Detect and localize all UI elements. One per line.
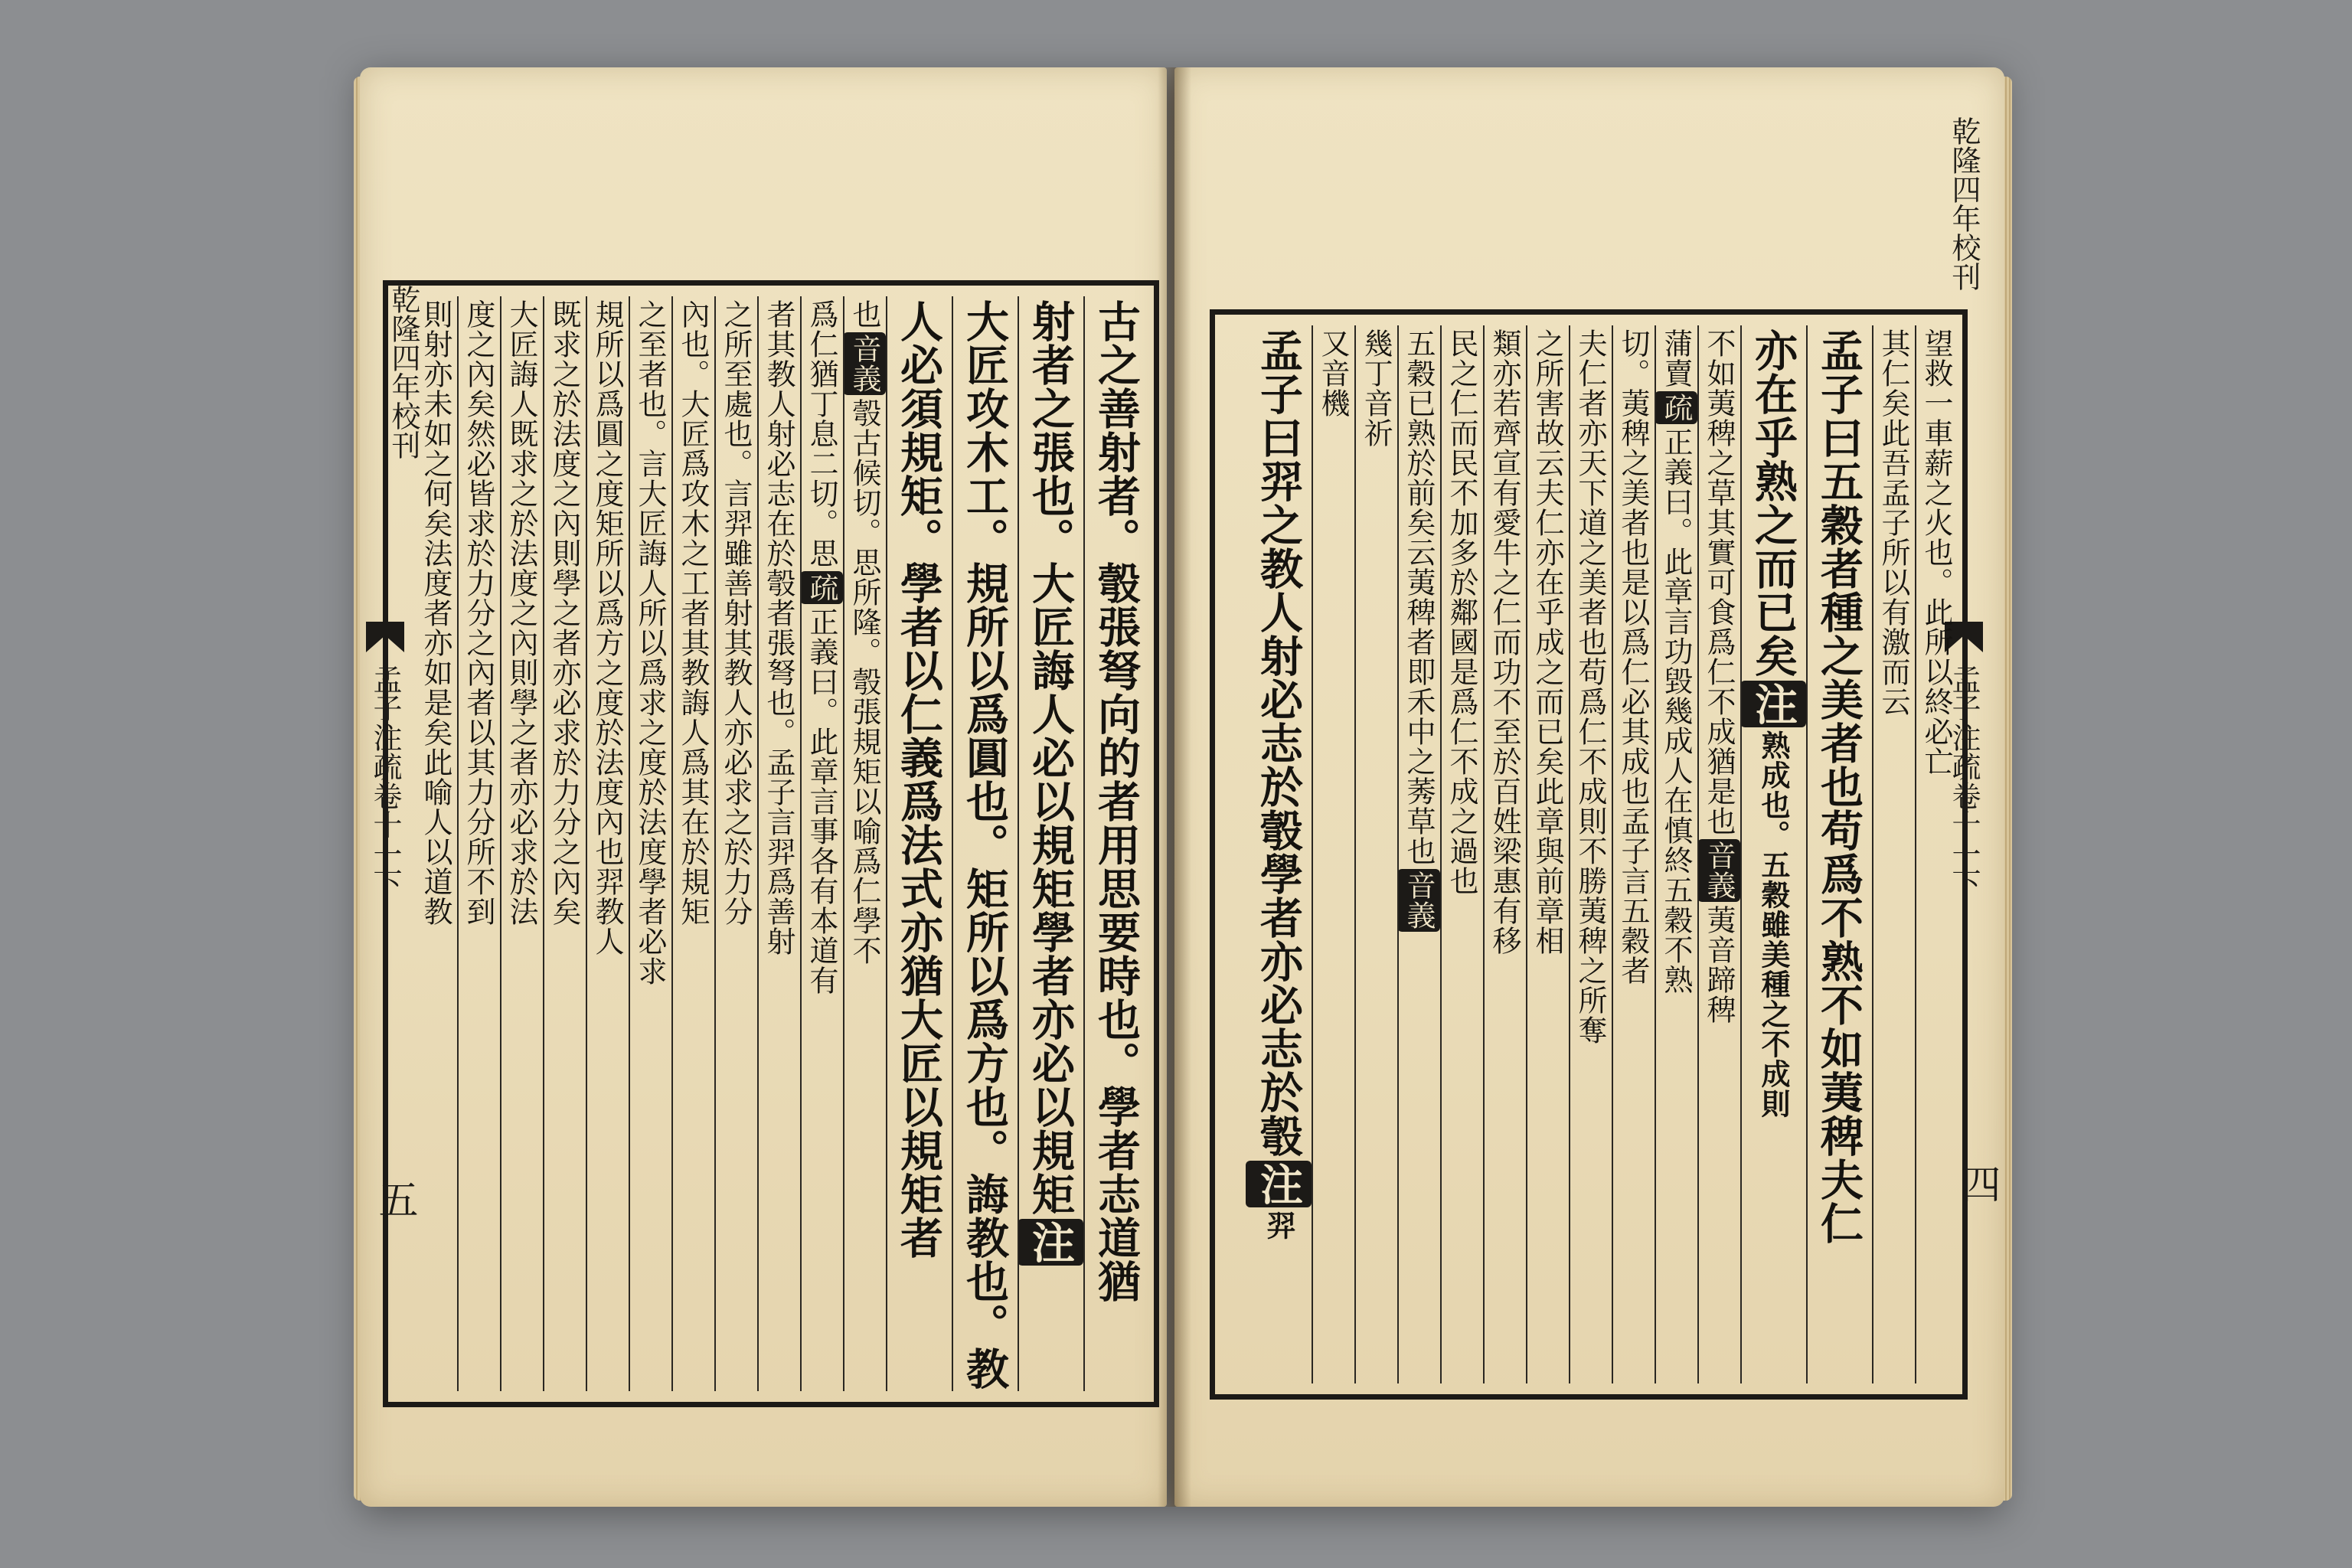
text-column (586, 296, 629, 1391)
text-column (1915, 325, 1958, 1383)
text-column (1483, 325, 1526, 1383)
right-margin-chapter: 孟子注疏卷十一下 (1947, 665, 1981, 897)
column-text: 夫仁者亦天下道之美者也苟爲仁不成則不勝荑稗之所奪 (1573, 328, 1607, 1045)
column-text-continued: 荑音蹄稗 (1702, 905, 1736, 1024)
text-column (543, 296, 586, 1391)
text-column (457, 296, 500, 1391)
column-text: 亦在乎熟之而已矣 (1748, 328, 1798, 678)
text-column (952, 296, 1018, 1391)
text-column (757, 296, 800, 1391)
column-text: 者其教人射必志在於彀者張弩也。孟子言羿爲善射 (762, 299, 795, 956)
text-column (1612, 325, 1655, 1383)
right-text-block (1210, 309, 1968, 1400)
column-text: 之至者也。言大匠誨人所以爲求之度於法度學者必求 (633, 299, 667, 986)
column-text-continued: 熟成也。五穀雖美種之不成則 (1756, 730, 1791, 1119)
column-text: 又音機 (1316, 328, 1350, 418)
text-column (1083, 296, 1149, 1391)
text-column (1312, 325, 1354, 1383)
column-text: 度之內矣然必皆求於力分之內者以其力分所不到 (462, 299, 495, 926)
column-text: 蒲賣 (1659, 328, 1693, 388)
text-column (886, 296, 952, 1391)
text-column (500, 296, 543, 1391)
text-column (1740, 325, 1806, 1383)
left-margin-chapter: 孟子注疏卷十一下 (368, 665, 402, 897)
column-text: 既求之於法度之內則學之者亦必求於力分之內矣 (547, 299, 581, 926)
commentary-marker: 音義 (1397, 869, 1440, 932)
text-column (1569, 325, 1612, 1383)
column-text: 孟子曰羿之教人射必志於彀學者亦必志於彀 (1253, 328, 1304, 1158)
text-column (629, 296, 671, 1391)
column-text-continued: 彀古候切。思所隆。彀張規矩以喻爲仁學不 (848, 398, 881, 965)
text-column (714, 296, 757, 1391)
column-text: 幾丁音祈 (1359, 328, 1393, 448)
column-text: 類亦若齊宣有愛牛之仁而功不至於百姓梁惠有移 (1488, 328, 1521, 956)
column-text: 孟子曰五穀者種之美者也苟爲不熟不如荑稗夫仁 (1814, 328, 1864, 1245)
column-text: 切。 (1616, 328, 1650, 388)
column-text-continued: 羿 (1262, 1210, 1296, 1240)
column-text: 之所害故云夫仁亦在乎成之而已矣此章與前章相 (1530, 328, 1564, 956)
column-text: 大匠攻木工。規所以爲圓也。矩所以爲方也。誨教也。教 (959, 299, 1010, 1390)
commentary-marker: 音義 (1697, 839, 1740, 902)
commentary-marker: 注 (1740, 681, 1806, 727)
text-column (1246, 325, 1312, 1383)
column-text: 人必須規矩。學者以仁義爲法式亦猶大匠以規矩者 (893, 299, 944, 1259)
column-text-continued: 荑稗之美者也是以爲仁必其成也孟子言五穀者 (1616, 388, 1650, 985)
text-column (1697, 325, 1740, 1383)
text-column (1655, 325, 1697, 1383)
column-text: 內也。大匠爲攻木之工者其教誨人爲其在於規矩 (676, 299, 710, 926)
right-folio-number: 四 (1954, 1164, 2000, 1204)
column-text: 之所至處也。言羿雖善射其教人亦必求之於力分 (719, 299, 753, 926)
column-text: 望救一車薪之火也。此所以終必亡 (1919, 328, 1953, 776)
right-margin-title: 乾隆四年校刊 (1947, 116, 1981, 291)
column-text: 則射亦未如之何矣法度者亦如是矣此喻人以道教 (419, 299, 452, 926)
column-text: 射者之張也。大匠誨人必以規矩學者亦必以規矩 (1025, 299, 1076, 1216)
commentary-marker: 注 (1246, 1161, 1312, 1207)
commentary-marker: 音義 (843, 332, 886, 395)
column-text: 民之仁而民不加多於鄰國是爲仁不成之過也 (1445, 328, 1478, 896)
text-column (843, 296, 886, 1391)
column-text: 大匠誨人既求之於法度之內則學之者亦必求於法 (505, 299, 538, 926)
column-text-continued: 正義曰。此章言功毀幾成人在慎終五穀不熟 (1659, 427, 1693, 995)
text-column (671, 296, 714, 1391)
left-folio-number: 五 (371, 1179, 417, 1219)
left-margin-title: 乾隆四年校刊 (387, 285, 420, 459)
text-column (1018, 296, 1083, 1391)
text-column (800, 296, 843, 1391)
text-column (1397, 325, 1440, 1383)
column-text: 古之善射者。彀張弩向的者用思要時也。學者志道猶 (1091, 299, 1142, 1303)
left-text-block (383, 280, 1159, 1407)
commentary-marker: 注 (1018, 1219, 1083, 1266)
column-text: 規所以爲圓之度矩所以爲方之度於法度內也羿教人 (590, 299, 624, 956)
column-text: 五穀已熟於前矣云荑稗者即禾中之莠草也 (1402, 328, 1436, 866)
text-column (1806, 325, 1872, 1383)
column-text: 也 (848, 299, 881, 329)
text-column (1526, 325, 1569, 1383)
text-column (1354, 325, 1397, 1383)
book-gutter (1158, 67, 1191, 1507)
text-column (414, 296, 457, 1391)
text-column (1872, 325, 1915, 1383)
column-text: 不如荑稗之草其實可食爲仁不成猶是也 (1702, 328, 1736, 836)
commentary-marker: 疏 (800, 571, 843, 604)
commentary-marker: 疏 (1655, 391, 1697, 424)
column-text-continued: 正義曰。此章言事各有本道有 (805, 607, 838, 995)
column-text: 爲仁猶丁息二切。思 (805, 299, 838, 568)
text-column (1440, 325, 1483, 1383)
column-text: 其仁矣此吾孟子所以有激而云 (1877, 328, 1910, 717)
